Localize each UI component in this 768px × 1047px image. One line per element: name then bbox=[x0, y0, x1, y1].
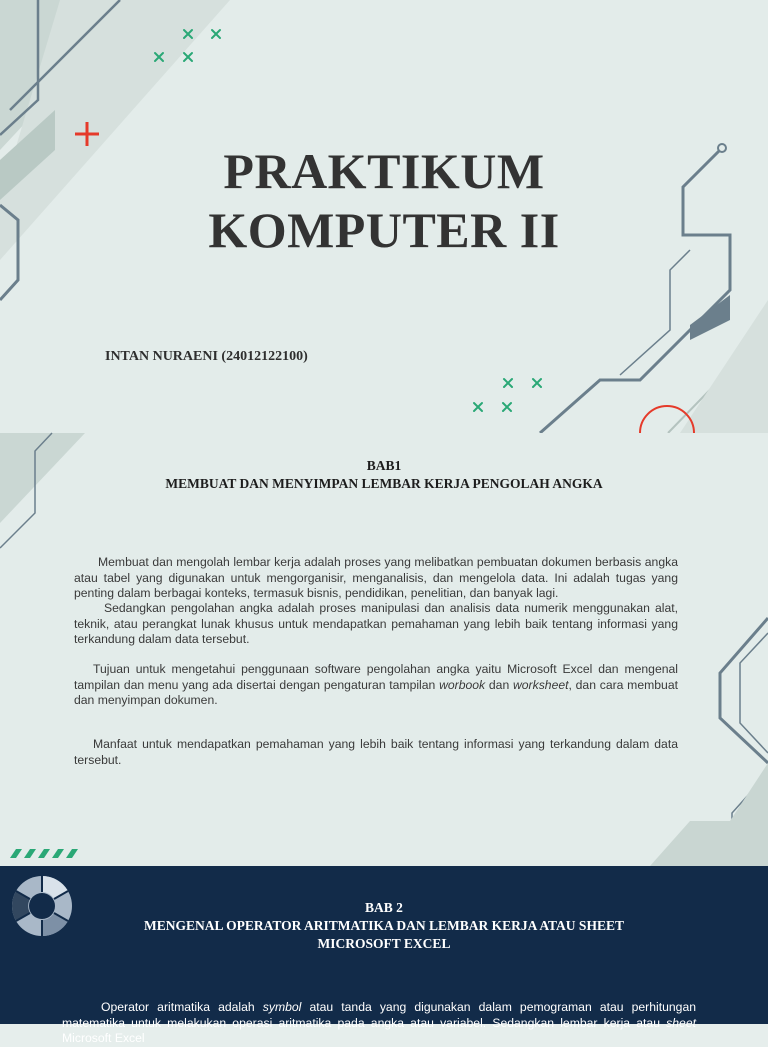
bab2-heading-block bbox=[0, 899, 768, 953]
bab1-heading: BAB1 bbox=[366, 458, 402, 473]
bab1-page bbox=[0, 433, 768, 866]
author-name: INTAN NURAENI (24012122100) bbox=[105, 349, 308, 364]
document-title bbox=[0, 142, 768, 260]
circuit-decoration bbox=[0, 433, 768, 866]
bab1-paragraph-1: Membuat dan mengolah lembar kerja adalah proses yang melibatkan pembuatan dokumen berbasis angka atau tabel yang digunakan untuk mengorganisir, menganalisis, dan mengelola data. Ini adalah tugas yang penting dalam berbagai konteks, termasuk bisnis, pendidikan, penelitian, dan banyak lagi. bbox=[74, 555, 678, 600]
stripe-accent bbox=[10, 849, 78, 858]
cover-page bbox=[0, 0, 768, 433]
bab2-heading: BAB 2 bbox=[365, 900, 403, 915]
bab1-subtitle: MEMBUAT DAN MENYIMPAN LEMBAR KERJA PENGOLAH ANGKA bbox=[165, 476, 603, 491]
cross-icon-group-bottom bbox=[474, 379, 541, 411]
bab2-subtitle-line-2: MICROSOFT EXCEL bbox=[317, 936, 451, 951]
bab1-paragraph-3: Tujuan untuk mengetahui penggunaan software pengolahan angka yaitu Microsoft Excel dan mengenal tampilan dan menu yang ada disertai dengan pengaturan tampilan worbook dan worksheet, dan cara membuat dan menyimpan dokumen. bbox=[74, 662, 678, 707]
bab2-paragraph-1: Operator aritmatika adalah symbol atau tanda yang digunakan dalam pemograman atau perhitungan matematika untuk melakukan operasi aritmatika pada angka atau variabel. Sedangkan lembar kerja atau sheet Microsoft Excel bbox=[62, 1000, 696, 1045]
bab1-paragraph-4: Manfaat untuk mendapatkan pemahaman yang lebih baik tentang informasi yang terkandung dalam data tersebut. bbox=[74, 737, 678, 767]
bab1-paragraph-2: Sedangkan pengolahan angka adalah proses manipulasi dan analisis data numerik menggunakan alat, teknik, atau perangkat lunak khusus untuk mendapatkan pemahaman yang lebih baik tentang informasi yang terkandung dalam data tersebut. bbox=[74, 601, 678, 646]
title-line-2: KOMPUTER II bbox=[208, 202, 560, 258]
bab2-subtitle-line-1: MENGENAL OPERATOR ARITMATIKA DAN LEMBAR KERJA ATAU SHEET bbox=[144, 918, 624, 933]
title-line-1: PRAKTIKUM bbox=[223, 143, 545, 199]
bab1-heading-block bbox=[0, 457, 768, 493]
bab2-page bbox=[0, 866, 768, 1045]
